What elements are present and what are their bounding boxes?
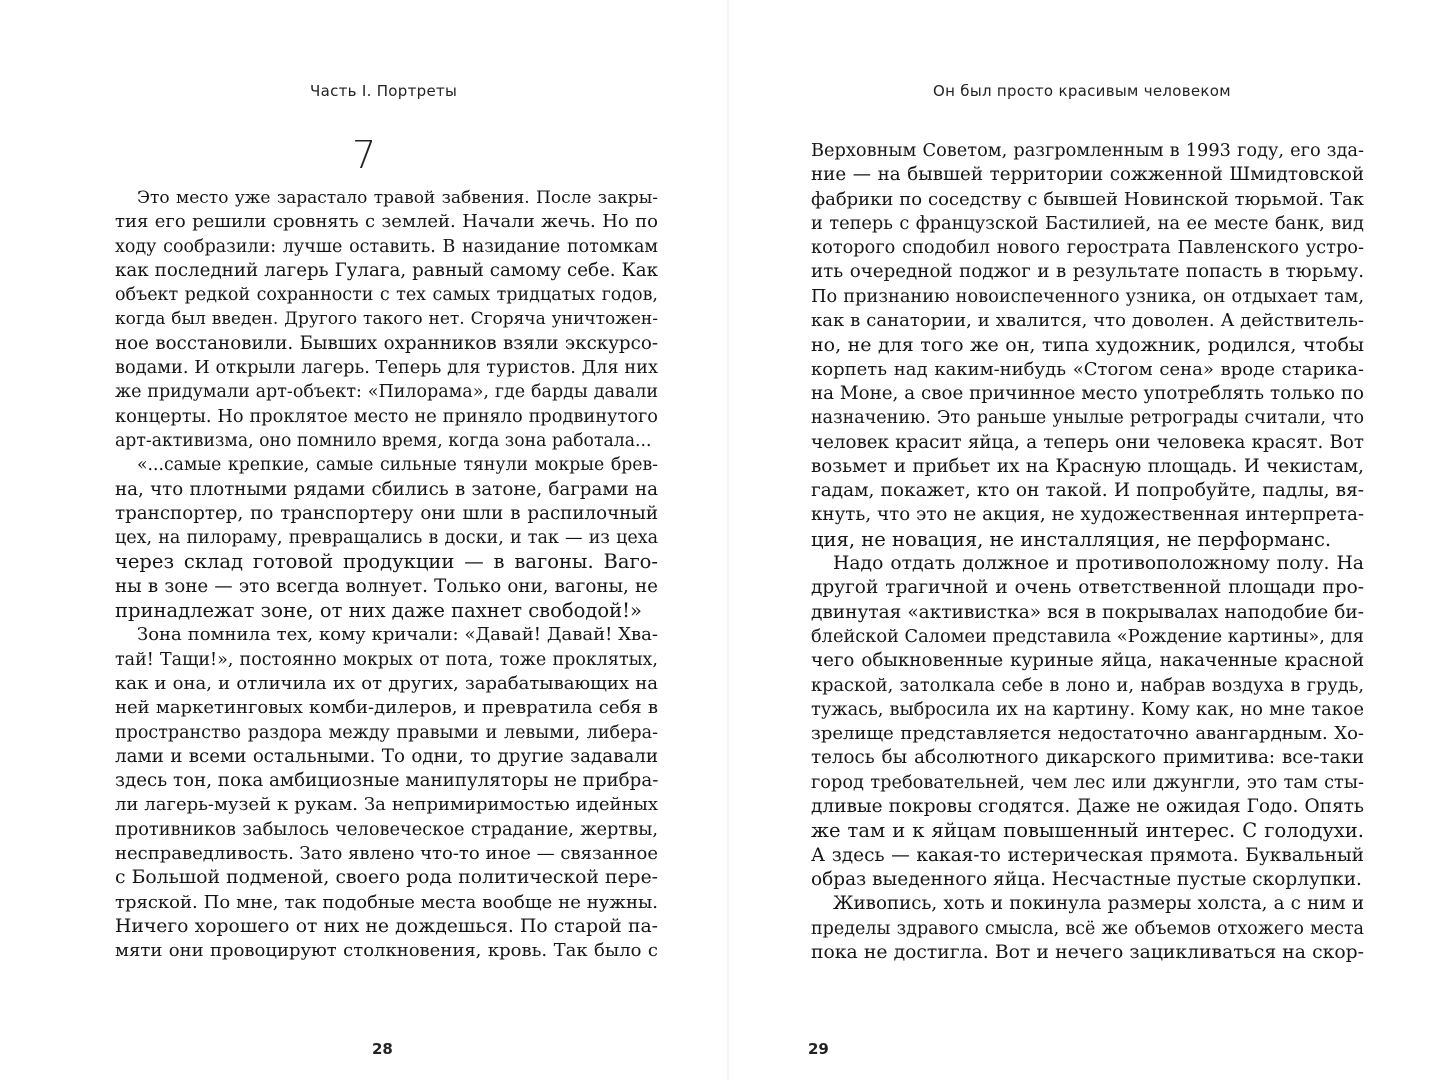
text-line: же придумали арт-объект: «Пилорама», где барды давали: [115, 382, 658, 403]
text-line: блейской Саломеи представила «Рождение картины», для: [811, 626, 1364, 647]
text-line: цех, на пилораму, превращались в доски, и так — из цеха: [115, 528, 658, 549]
text-line: которого сподобил нового герострата Павленского устро-: [811, 238, 1364, 259]
text-line: и теперь с французской Бастилией, на ее месте банк, вид: [811, 213, 1364, 234]
text-line: ней маркетинговых комби-дилеров, и превратила себя в: [115, 697, 658, 719]
text-line: человек красит яйца, а теперь они человека красят. Вот: [811, 431, 1364, 453]
text-line: на Моне, а свое причинное место употреблять только по: [811, 382, 1364, 404]
text-line: пространство раздора между правыми и левыми, либера-: [115, 722, 658, 743]
text-line: мяти они провоцируют столкновения, кровь. Так было с: [115, 940, 658, 962]
text-line: пределы здравого смысла, всё же объемов отхожего места: [811, 918, 1364, 939]
text-line: Верховным Советом, разгромленным в 1993 году, его зда-: [811, 141, 1364, 161]
text-line: телось бы абсолютного дикарского примитива: все-таки: [811, 747, 1364, 769]
text-line: концерты. Но проклятое место не приняло продвинутого: [115, 406, 658, 427]
text-line: чего обыкновенные куриные яйца, накаченные красной: [811, 650, 1364, 672]
text-line: Ничего хорошего от них не дождешься. По старой па-: [115, 915, 658, 937]
text-line: Надо отдать должное и противоположному полу. На: [833, 553, 1364, 575]
text-line: Живопись, хоть и покинула размеры холста, а с ним и: [833, 893, 1364, 915]
text-line: корпеть над каким-нибудь «Стогом сена» вроде старика-: [811, 358, 1364, 380]
text-line: ходу сообразили: лучше оставить. В назидание потомкам: [115, 236, 658, 257]
text-line: арт-активизма, оно помнило время, когда зона работала...: [115, 430, 652, 451]
left-running-head: Часть I. Портреты: [310, 82, 458, 100]
text-line: тай! Тащи!», постоянно мокрых от пота, тоже проклятых,: [115, 649, 658, 670]
text-line: краской, затолкала себе в лоно и, набрав воздуха в грудь,: [811, 675, 1364, 696]
text-line: зрелище представляется недостаточно авангардным. Хо-: [811, 723, 1364, 745]
text-line: кнуть, что это не акция, не художественная интерпрета-: [811, 504, 1364, 526]
text-line: фабрики по соседству с бывшей Новинской тюрьмой. Так: [811, 188, 1364, 210]
text-line: ное восстановили. Бывших охранников взяли экскурсо-: [115, 332, 658, 354]
text-line: возьмет и прибьет их на Красную площадь. И чекистам,: [811, 455, 1364, 477]
text-line: объект редкой сохранности с тех самых тридцатых годов,: [115, 285, 658, 306]
left-body-text: [115, 186, 658, 964]
text-line: же там и к яйцам повышенный интерес. С голодухи.: [811, 819, 1364, 843]
text-line: ить очередной поджог и в результате попасть в тюрьму.: [811, 261, 1364, 283]
text-line: гадам, покажет, кто он такой. И попробуйте, падлы, вя-: [811, 480, 1364, 502]
text-line: назначению. Это раньше унылые ретрограды считали, что: [811, 408, 1364, 429]
text-line: ли лагерь-музей к рукам. За непримиримостью идейных: [115, 794, 658, 816]
text-line: двинутая «активистка» вся в покрывалах наподобие би-: [811, 601, 1364, 623]
text-line: водами. И открыли лагерь. Теперь для туристов. Для них: [115, 358, 658, 379]
text-line: ция, не новация, не инсталляция, не перформанс.: [811, 527, 1332, 551]
text-line: тряской. По мне, так подобные места вообще не нужны.: [115, 891, 658, 913]
text-line: Зона помнила тех, кому кричали: «Давай! Давай! Хва-: [137, 624, 658, 646]
text-line: но, не для того же он, типа художник, родился, чтобы: [811, 334, 1364, 357]
text-line: По признанию новоиспеченного узника, он отдыхает там,: [811, 286, 1364, 307]
left-page-number: 28: [372, 1040, 393, 1058]
text-line: Это место уже зарастало травой забвения. После закры-: [137, 188, 658, 208]
text-line: принадлежат зоне, от них даже пахнет свободой!»: [115, 599, 642, 623]
text-line: ние — на бывшей территории сожженной Шмидтовской: [811, 164, 1364, 186]
text-line: ны в зоне — это всегда волнует. Только они, вагоны, не: [115, 575, 658, 597]
text-line: дливые покровы сгодятся. Даже не ожидая Годо. Опять: [811, 796, 1364, 818]
text-line: здесь тон, пока амбициозные манипуляторы не прибра-: [115, 770, 658, 792]
text-line: противников забылось человеческое страдание, жертвы,: [115, 819, 658, 840]
right-page: [728, 0, 1456, 1080]
text-line: как в санатории, и хвалится, что доволен. А действитель-: [811, 310, 1364, 332]
chapter-number: 7: [352, 133, 377, 177]
text-line: город требовательней, чем лес или джунгли, это там сты-: [811, 772, 1364, 793]
text-line: с Большой подменой, своего рода политической пере-: [115, 867, 658, 889]
text-line: несправедливость. Зато явлено что-то иное — связанное: [115, 843, 658, 865]
text-line: на, что плотными рядами сбились в затоне, баграми на: [115, 478, 658, 500]
text-line: транспортер, по транспортеру они шли в распилочный: [115, 502, 658, 524]
right-body-text: [811, 139, 1364, 965]
right-page-number: 29: [808, 1040, 829, 1058]
text-line: тия его решили сровнять с землей. Начали жечь. Но по: [115, 211, 658, 233]
text-line: образ выеденного яйца. Несчастные пустые скорлупки.: [811, 868, 1362, 890]
text-line: через склад готовой продукции — в вагоны. Ваго-: [115, 550, 658, 574]
text-line: А здесь — какая-то истерическая прямота. Буквальный: [811, 844, 1364, 866]
text-line: «...самые крепкие, самые сильные тянули мокрые брев-: [137, 455, 658, 476]
text-line: другой трагичной и очень ответственной площади про-: [811, 577, 1364, 599]
text-line: когда был введен. Другого такого нет. Сгоряча уничтожен-: [115, 309, 658, 330]
right-running-head: Он был просто красивым человеком: [933, 82, 1231, 100]
text-line: как последний лагерь Гулага, равный самому себе. Как: [115, 259, 658, 281]
text-line: тужась, выбросила их на картину. Кому как, но мне такое: [811, 699, 1364, 720]
text-line: как и она, и отличила их от других, зарабатывающих на: [115, 672, 658, 694]
text-line: лами и всеми остальными. То одни, то другие задавали: [115, 745, 658, 767]
text-line: пока не достигла. Вот и нечего зацикливаться на скор-: [811, 941, 1364, 963]
